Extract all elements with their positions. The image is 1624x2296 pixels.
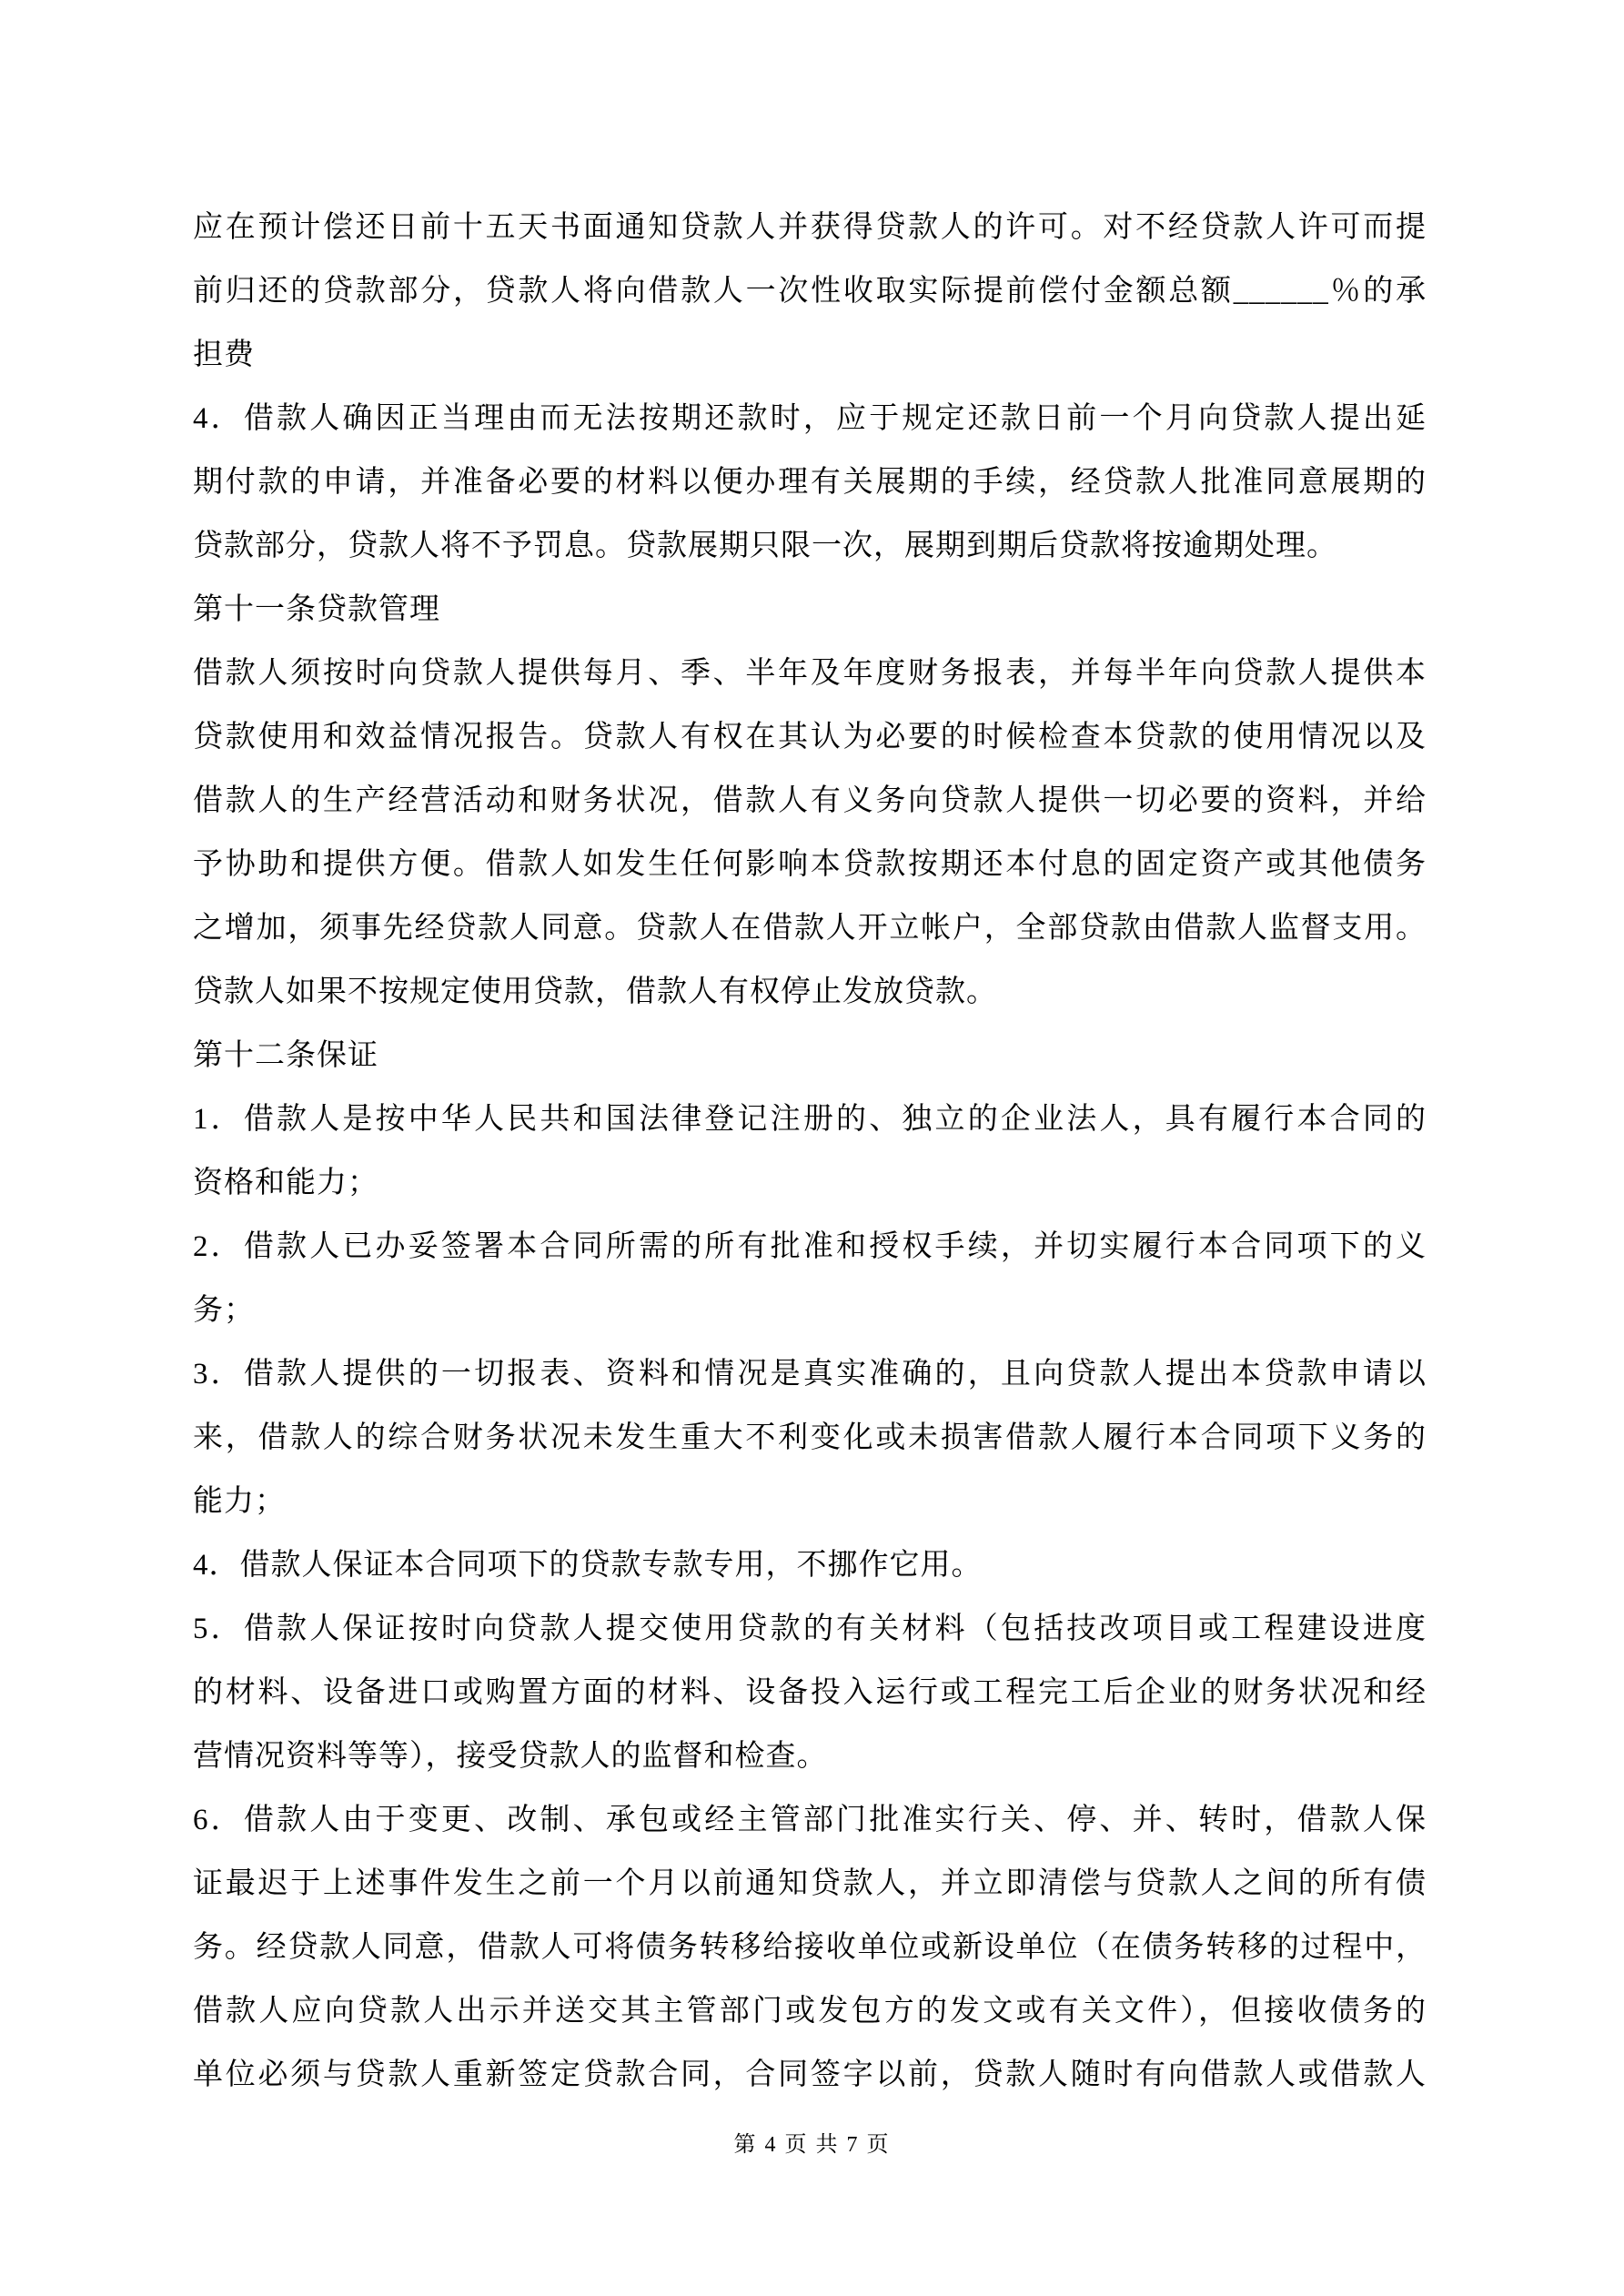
contract-line-2: 前归还的贷款部分，贷款人将向借款人一次性收取实际提前偿付金额总额______％的承 xyxy=(193,275,1427,308)
contract-line-18: 务； xyxy=(193,1294,255,1327)
contract-line-26: 6．借款人由于变更、改制、承包或经主管部门批准实行关、停、并、转时，借款人保 xyxy=(193,1804,1427,1836)
contract-line-5: 期付款的申请，并准备必要的材料以便办理有关展期的手续，经贷款人批准同意展期的 xyxy=(193,466,1427,499)
contract-line-9: 贷款使用和效益情况报告。贷款人有权在其认为必要的时候检查本贷款的使用情况以及 xyxy=(193,721,1427,754)
contract-line-28: 务。经贷款人同意，借款人可将债务转移给接收单位或新设单位（在债务转移的过程中， xyxy=(193,1931,1427,1964)
contract-line-10: 借款人的生产经营活动和财务状况，借款人有义务向贷款人提供一切必要的资料，并给 xyxy=(193,784,1427,817)
contract-line-15: 1．借款人是按中华人民共和国法律登记注册的、独立的企业法人，具有履行本合同的 xyxy=(193,1103,1427,1136)
contract-line-30: 单位必须与贷款人重新签定贷款合同，合同签字以前，贷款人随时有向借款人或借款人 xyxy=(193,2058,1427,2091)
contract-line-16: 资格和能力； xyxy=(193,1167,378,1199)
contract-line-8: 借款人须按时向贷款人提供每月、季、半年及年度财务报表，并每半年向贷款人提供本 xyxy=(193,657,1427,690)
contract-line-24: 的材料、设备进口或购置方面的材料、设备投入运行或工程完工后企业的财务状况和经 xyxy=(193,1676,1427,1709)
contract-line-23: 5．借款人保证按时向贷款人提交使用贷款的有关材料（包括技改项目或工程建设进度 xyxy=(193,1613,1427,1645)
contract-line-29: 借款人应向贷款人出示并送交其主管部门或发包方的发文或有关文件），但接收债务的 xyxy=(193,1995,1427,2028)
contract-line-11: 予协助和提供方便。借款人如发生任何影响本贷款按期还本付息的固定资产或其他债务 xyxy=(193,848,1427,881)
contract-line-20: 来，借款人的综合财务状况未发生重大不利变化或未损害借款人履行本合同项下义务的 xyxy=(193,1421,1427,1454)
contract-line-21: 能力； xyxy=(193,1485,286,1518)
contract-line-14: 第十二条保证 xyxy=(193,1039,378,1072)
contract-line-3: 担费 xyxy=(193,339,255,371)
contract-line-17: 2．借款人已办妥签署本合同所需的所有批准和授权手续，并切实履行本合同项下的义 xyxy=(193,1230,1427,1263)
contract-body xyxy=(193,0,1427,2107)
contract-line-7: 第十一条贷款管理 xyxy=(193,593,440,626)
contract-line-13: 贷款人如果不按规定使用贷款，借款人有权停止发放贷款。 xyxy=(193,976,997,1008)
contract-line-22: 4．借款人保证本合同项下的贷款专款专用，不挪作它用。 xyxy=(193,1549,983,1582)
contract-line-4: 4．借款人确因正当理由而无法按期还款时，应于规定还款日前一个月向贷款人提出延 xyxy=(193,402,1427,435)
page-footer: 第 4 页 共 7 页 xyxy=(733,2133,891,2157)
contract-line-6: 贷款部分，贷款人将不予罚息。贷款展期只限一次，展期到期后贷款将按逾期处理。 xyxy=(193,530,1337,562)
contract-line-1: 应在预计偿还日前十五天书面通知贷款人并获得贷款人的许可。对不经贷款人许可而提 xyxy=(193,211,1427,244)
contract-line-12: 之增加，须事先经贷款人同意。贷款人在借款人开立帐户，全部贷款由借款人监督支用。 xyxy=(193,912,1427,945)
contract-line-25: 营情况资料等等），接受贷款人的监督和检查。 xyxy=(193,1740,828,1773)
contract-line-27: 证最迟于上述事件发生之前一个月以前通知贷款人，并立即清偿与贷款人之间的所有债 xyxy=(193,1867,1427,1900)
contract-line-19: 3．借款人提供的一切报表、资料和情况是真实准确的，且向贷款人提出本贷款申请以 xyxy=(193,1358,1427,1391)
